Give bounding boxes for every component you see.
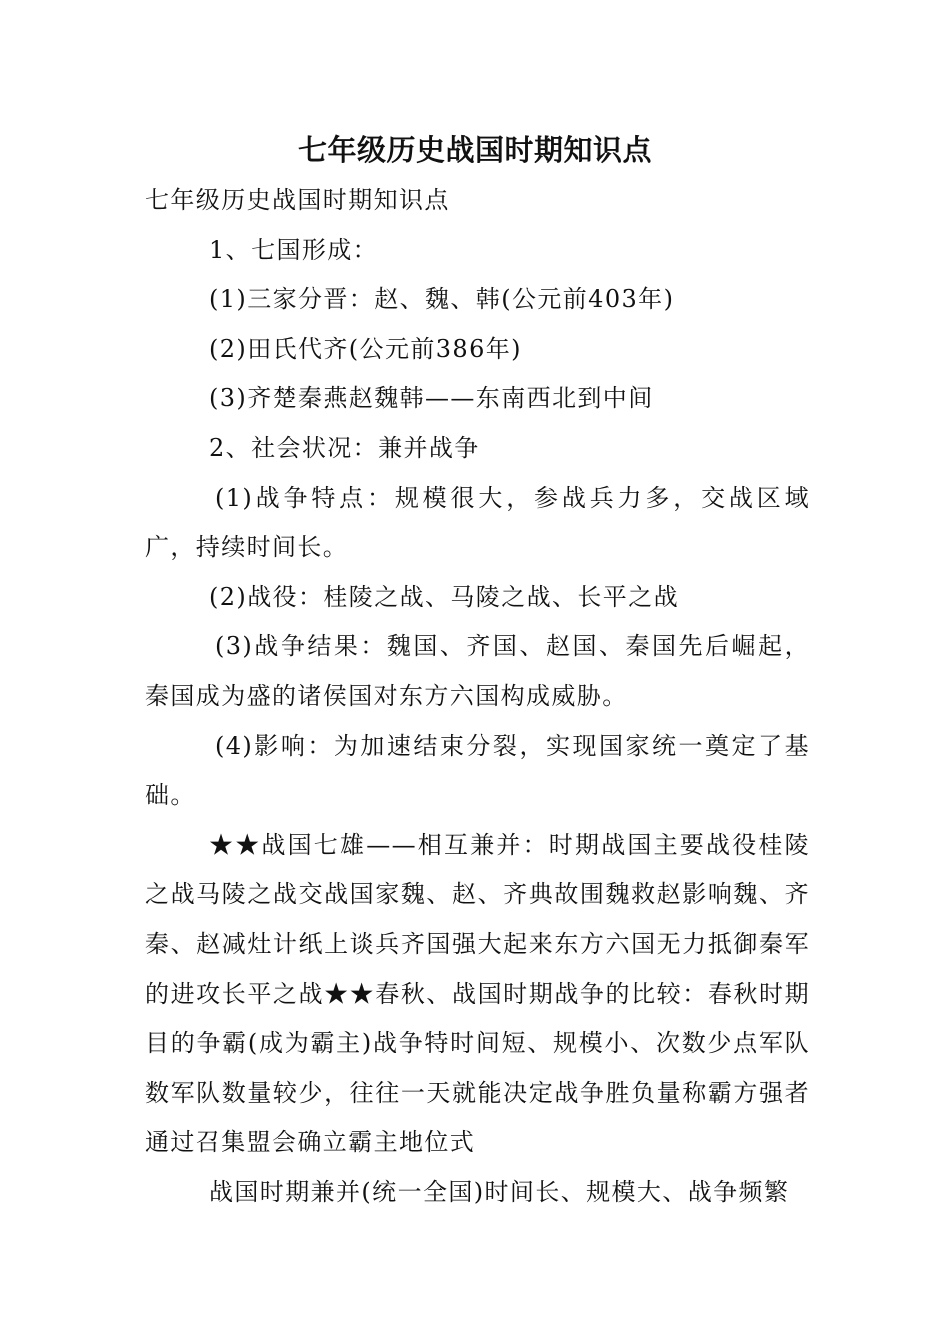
paragraph-item: (1)三家分晋：赵、魏、韩(公元前403年) <box>209 285 675 314</box>
paragraph-subtitle: 七年级历史战国时期知识点 <box>145 186 450 214</box>
paragraph-item: (3)战争结果：魏国、齐国、赵国、秦国先后崛起，秦国成为盛的诸侯国对东方六国构成威胁。 <box>145 632 810 710</box>
paragraph-item: (3)齐楚秦燕赵魏韩——东南西北到中间 <box>209 384 654 413</box>
paragraph-comparison: ★★战国七雄——相互兼并：时期战国主要战役桂陵之战马陵之战交战国家魏、赵、齐典故围魏救赵影响魏、齐秦、赵减灶计纸上谈兵齐国强大起来东方六国无力抵御秦军的进攻长平之战★★春秋、战国时期战争的比较：春秋时期目的争霸(成为霸主)战争特时间短、规模小、次数少点军队数军队数量较少，往往一天就能决定战争胜负量称霸方强者通过召集盟会确立霸主地位式 <box>145 830 810 1157</box>
paragraph-heading-social-status: 2、社会状况：兼并战争 <box>209 433 480 462</box>
paragraph-heading-seven-states: 1、七国形成： <box>209 235 379 264</box>
paragraph-item: (1)战争特点：规模很大，参战兵力多，交战区域广，持续时间长。 <box>145 483 810 562</box>
paragraph-item: (2)田氏代齐(公元前386年) <box>209 334 522 363</box>
document-body <box>145 176 810 1217</box>
paragraph-warring-states: 战国时期兼并(统一全国)时间长、规模大、战争频繁 <box>209 1177 790 1206</box>
paragraph-item: (2)战役：桂陵之战、马陵之战、长平之战 <box>209 582 679 611</box>
paragraph-item: (4)影响：为加速结束分裂，实现国家统一奠定了基础。 <box>145 731 810 810</box>
page-title: 七年级历史战国时期知识点 <box>297 133 652 167</box>
